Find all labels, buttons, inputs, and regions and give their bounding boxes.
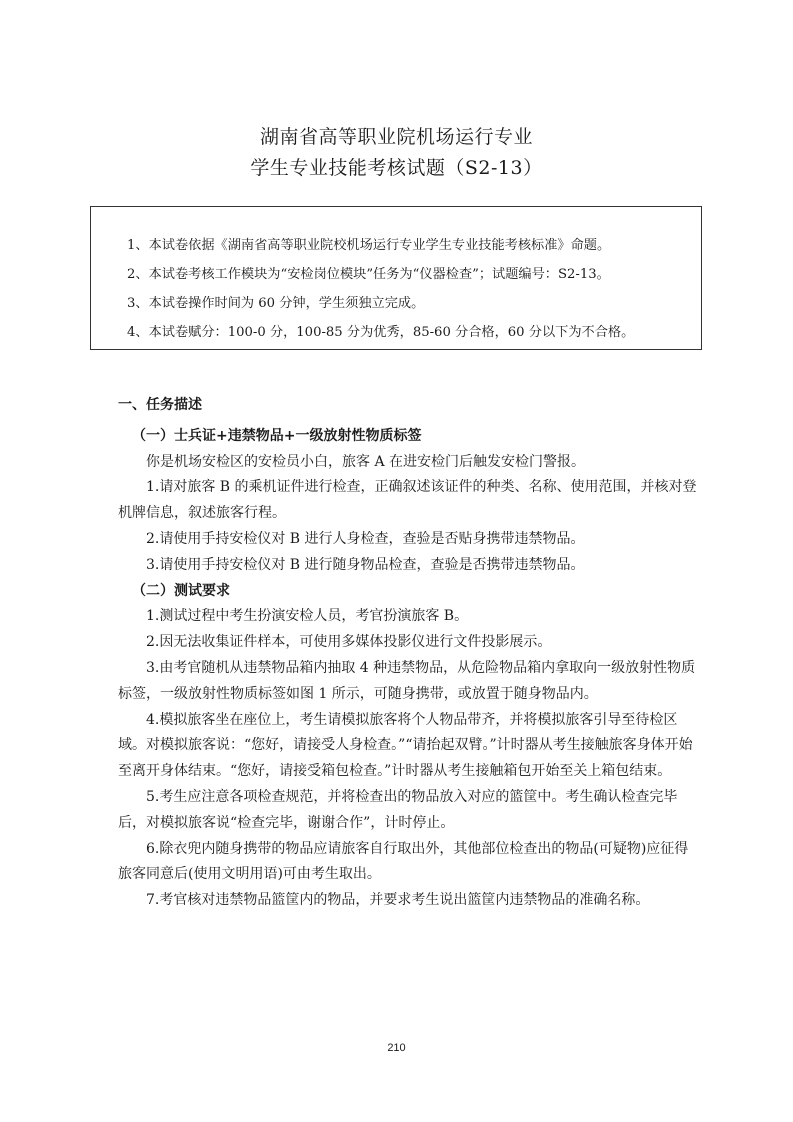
document-body: [118, 393, 698, 914]
exam-notice-box: [90, 206, 702, 350]
notice-item: 4、本试卷赋分：100-0 分，100-85 分为优秀，85-60 分合格，60 分以下为不合格。: [127, 325, 635, 340]
paragraph: 5.考生应注意各项检查规范，并将检查出的物品放入对应的篮筐中。考生确认检查完毕后，对模拟旅客说“检查完毕，谢谢合作”，计时停止。: [118, 788, 678, 831]
paragraph: 1.请对旅客 B 的乘机证件进行检查，正确叙述该证件的种类、名称、使用范围，并核对登机牌信息，叙述旅客行程。: [118, 479, 697, 522]
notice-item: 3、本试卷操作时间为 60 分钟，学生须独立完成。: [127, 296, 425, 311]
paragraph: 你是机场安检区的安检员小白，旅客 A 在进安检门后触发安检门警报。: [146, 453, 586, 470]
page-title-line2: 学生专业技能考核试题（S2-13）: [250, 157, 543, 179]
page-title-line1: 湖南省高等职业院机场运行专业: [259, 126, 533, 148]
paragraph: 7.考官核对违禁物品篮筐内的物品，并要求考生说出篮筐内违禁物品的准确名称。: [146, 892, 650, 909]
section-heading: 一、任务描述: [118, 397, 202, 413]
paragraph: 1.测试过程中考生扮演安检人员，考官扮演旅客 B。: [146, 608, 469, 625]
notice-item: 2、本试卷考核工作模块为“安检岗位模块”任务为“仪器检查”；试题编号：S2-13。: [127, 267, 610, 282]
paragraph: 6.除衣兜内随身携带的物品应请旅客自行取出外，其他部位检查出的物品(可疑物)应征得旅客同意后(使用文明用语)可由考生取出。: [118, 840, 689, 883]
notice-item: 1、本试卷依据《湖南省高等职业院校机场运行专业学生专业技能考核标准》命题。: [127, 238, 611, 253]
paragraph: 3.由考官随机从违禁物品箱内抽取 4 种违禁物品，从危险物品箱内拿取向一级放射性物质标签，一级放射性物质标签如图 1 所示，可随身携带，或放置于随身物品内。: [118, 659, 696, 702]
page-number: 210: [387, 1042, 406, 1054]
paragraph: 3.请使用手持安检仪对 B 进行随身物品检查，查验是否携带违禁物品。: [146, 556, 585, 573]
subsection-heading: （二）测试要求: [132, 582, 230, 599]
paragraph: 2.因无法收集证件样本，可使用多媒体投影仪进行文件投影展示。: [146, 634, 552, 651]
paragraph: 4.模拟旅客坐在座位上，考生请模拟旅客将个人物品带齐，并将模拟旅客引导至待检区域。对模拟旅客说：“您好，请接受人身检查。”“请抬起双臂。”计时器从考生接触旅客身体开始至离开身体结束。“您好，请接受箱包检查。”计时器从考生接触箱包开始至关上箱包结束。: [118, 711, 693, 780]
paragraph: 2.请使用手持安检仪对 B 进行人身检查，查验是否贴身携带违禁物品。: [146, 530, 585, 547]
subsection-heading: （一）士兵证+违禁物品+一级放射性物质标签: [132, 427, 422, 444]
